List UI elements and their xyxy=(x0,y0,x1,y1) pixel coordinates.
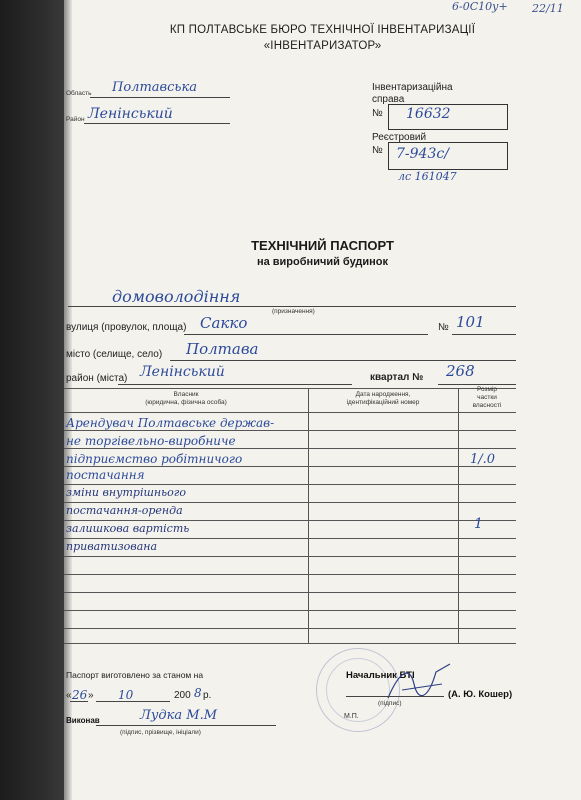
purpose-caption: (призначення) xyxy=(272,308,315,315)
table-row-share: 1/.0 xyxy=(470,452,496,467)
inventory-no-label: № xyxy=(372,108,383,119)
raion-value: Ленінський xyxy=(88,106,173,122)
purpose-value: домоволодіння xyxy=(112,287,241,306)
date-month: 10 xyxy=(118,688,134,702)
executed-caption: (підпис, прізвище, ініціали) xyxy=(120,729,201,736)
oblast-label: Область xyxy=(66,90,92,97)
col-owner-subheader: (юридична, фізична особа) xyxy=(145,399,227,406)
registry-value: 7-943с/ xyxy=(396,146,449,162)
date-year-prefix: 200 xyxy=(174,690,191,701)
street-value: Сакко xyxy=(200,314,248,332)
mp-label: М.П. xyxy=(344,713,359,720)
city-value: Полтава xyxy=(186,340,259,358)
city-label: місто (селище, село) xyxy=(66,349,163,360)
street-label: вулиця (провулок, площа) xyxy=(66,322,187,333)
registry-no-label: № xyxy=(372,145,383,156)
executed-label: Виконав xyxy=(66,716,100,725)
signature-caption: (підпис) xyxy=(378,700,402,707)
inventory-label: Інвентаризаційна справа xyxy=(372,82,453,105)
document-subtitle: на виробничий будинок xyxy=(256,256,389,268)
date-year-suffix: 8 xyxy=(194,686,202,700)
chief-name: (А. Ю. Кошер) xyxy=(448,689,513,700)
bureau-name: КП ПОЛТАВСЬКЕ БЮРО ТЕХНІЧНОЇ ІНВЕНТАРИЗАЦІЇ xyxy=(169,24,476,36)
prepared-label: Паспорт виготовлено за станом на xyxy=(66,670,204,680)
registry-label: Реєстровий xyxy=(372,132,427,143)
col-owner-header: Власник xyxy=(173,391,199,398)
district-value: Ленінський xyxy=(140,364,225,380)
table-row-share: 1 xyxy=(474,516,483,532)
street-no-label: № xyxy=(438,322,449,333)
kvartal-value: 268 xyxy=(446,362,475,380)
binding-shadow xyxy=(0,0,64,800)
chief-label: Начальник БТІ xyxy=(346,670,415,681)
date-open-quote: « xyxy=(66,690,72,701)
table-row: зміни внутрішнього xyxy=(66,486,186,499)
table-row: не торгівельно-виробниче xyxy=(66,434,236,448)
table-row: постачання xyxy=(66,468,145,482)
table-row: постачання-оренда xyxy=(66,504,183,517)
table-row: приватизована xyxy=(66,540,158,553)
district-label: район (міста) xyxy=(66,373,128,384)
raion-label: Район xyxy=(66,116,85,123)
corner-page-number: 22/11 xyxy=(532,2,564,15)
col-share-header-3: власності xyxy=(472,402,502,409)
kvartal-label: квартал № xyxy=(370,372,424,383)
col-dob-subheader: ідентифікаційний номер xyxy=(346,399,420,406)
inventory-value: 16632 xyxy=(406,106,451,122)
table-row: Арендувач Полтавське держав- xyxy=(66,416,275,430)
oblast-value: Полтавська xyxy=(112,80,197,95)
registry-extra: лс 161047 xyxy=(398,170,457,183)
date-close-quote: » xyxy=(88,690,94,701)
date-day: 26 xyxy=(72,688,88,702)
col-share-header-1: Розмір xyxy=(476,386,498,393)
date-year-label: р. xyxy=(203,690,212,701)
street-no-value: 101 xyxy=(456,313,485,331)
col-share-header-2: частки xyxy=(477,394,497,401)
table-row: підприємство робітничого xyxy=(66,452,243,466)
table-row: залишкова вартість xyxy=(66,522,190,535)
executed-value: Лудка М.М xyxy=(140,708,218,723)
document-title: ТЕХНІЧНИЙ ПАСПОРТ xyxy=(251,238,394,253)
bureau-subname: «ІНВЕНТАРИЗАТОР» xyxy=(263,40,382,52)
corner-note: 6-0С10у+ xyxy=(452,0,508,13)
col-dob-header: Дата народження, xyxy=(355,391,411,398)
